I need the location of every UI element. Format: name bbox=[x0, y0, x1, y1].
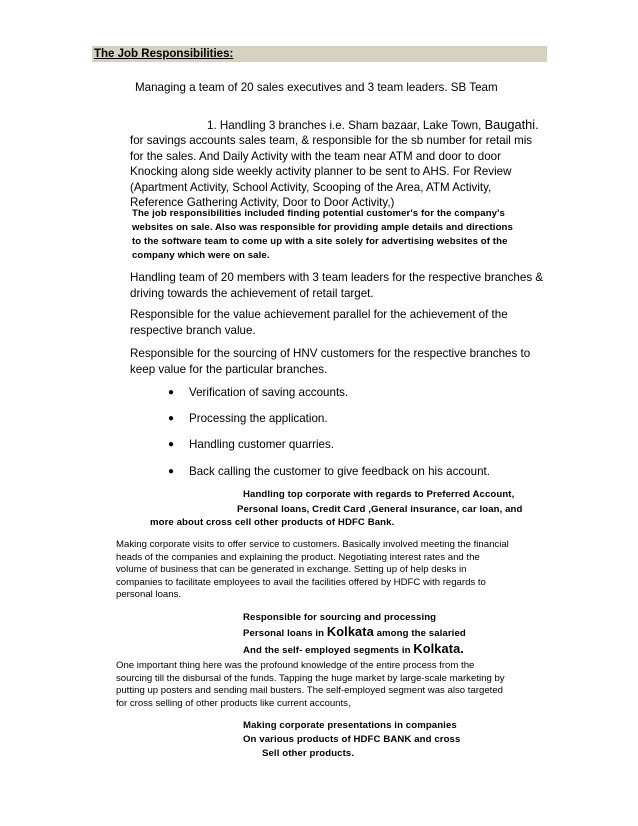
corporate-visits-paragraph bbox=[116, 539, 546, 602]
section-heading-bar bbox=[92, 46, 547, 62]
intro-line: Managing a team of 20 sales executives and 3 team leaders. SB Team bbox=[135, 81, 498, 94]
bold-line: websites on sale. Also was responsible for providing ample details and directions bbox=[132, 222, 513, 233]
handling-team-line: Handling team of 20 members with 3 team leaders for the respective branches & bbox=[130, 271, 544, 284]
bullet-item bbox=[168, 411, 548, 427]
corporate-line: Handling top corporate with regards to Preferred Account, bbox=[243, 489, 515, 500]
sourcing-line: Responsible for sourcing and processing bbox=[243, 612, 437, 623]
bullet-dot-icon: ● bbox=[168, 387, 175, 398]
presentations-line: Making corporate presentations in companies bbox=[243, 720, 457, 731]
value-achievement-paragraph bbox=[130, 307, 508, 338]
important-line: One important thing here was the profound knowledge of the entire process from the bbox=[116, 660, 475, 671]
bullet-dot-icon: ● bbox=[168, 413, 175, 424]
bullet-dot-icon: ● bbox=[168, 466, 175, 477]
sourcing-line bbox=[243, 642, 466, 658]
visits-line: volume of business that can be generated in exchange. Setting up of help desks in bbox=[116, 564, 467, 575]
visits-line: Making corporate visits to offer service to customers. Basically involved meeting the financial bbox=[116, 539, 509, 550]
kolkata-city: Kolkata bbox=[326, 624, 374, 639]
bullet-text: Verification of saving accounts. bbox=[189, 386, 349, 399]
savings-paragraph bbox=[130, 133, 550, 211]
bold-line: to the software team to come up with a site solely for advertising websites of the bbox=[132, 236, 508, 247]
visits-line: companies to facilitate employees to avail the facilities offered by HDFC with regards to bbox=[116, 576, 486, 588]
bold-line: The job responsibilities included finding potential customer's for the company's bbox=[132, 208, 505, 219]
visits-line: heads of the companies and explaining the product. Negotiating interest rates and the bbox=[116, 551, 480, 563]
hnv-line: Responsible for the sourcing of HNV customers for the respective branches to bbox=[130, 347, 531, 360]
corporate-line: Personal loans, Credit Card ,General insurance, car loan, and bbox=[237, 504, 523, 515]
bullet-item bbox=[168, 385, 548, 401]
section-heading: The Job Responsibilities: bbox=[94, 48, 234, 60]
job-responsibilities-bold-paragraph bbox=[132, 207, 546, 263]
bullet-text: Processing the application. bbox=[189, 412, 328, 425]
savings-line: (Apartment Activity, School Activity, Scooping of the Area, ATM Activity, bbox=[130, 180, 492, 194]
presentations-line: On various products of HDFC BANK and cross bbox=[243, 734, 461, 745]
sourcing-text: among the salaried bbox=[373, 628, 466, 639]
important-line: sourcing till the disbursal of the funds. Tapping the huge market by large-scale marketing by bbox=[116, 672, 505, 684]
handling-branches-line bbox=[207, 117, 539, 134]
one-important-paragraph bbox=[116, 660, 546, 710]
presentations-line: Sell other products. bbox=[262, 748, 355, 759]
bullet-dot-icon: ● bbox=[168, 439, 175, 450]
kolkata-city: Kolkata. bbox=[413, 641, 464, 656]
savings-line: Knocking along side weekly activity planner to be sent to AHS. For Review bbox=[130, 165, 512, 178]
bullet-item bbox=[168, 437, 548, 453]
savings-line: Reference Gathering Activity, Door to Door Activity,) bbox=[130, 196, 395, 209]
bullet-text: Handling customer quarries. bbox=[189, 438, 334, 451]
sourcing-line bbox=[243, 625, 466, 641]
handling-branches-text: 1. Handling 3 branches i.e. Sham bazaar, Lake Town, bbox=[207, 119, 482, 132]
important-line: for cross selling of other products like current accounts, bbox=[116, 697, 351, 709]
important-line: putting up posters and sending mail busters. The self-employed segment was also targeted bbox=[116, 685, 503, 696]
handling-team-paragraph bbox=[130, 270, 543, 301]
savings-line: for the sales. And Daily Activity with the team near ATM and door to door bbox=[130, 149, 501, 163]
savings-line: for savings accounts sales team, & responsible for the sb number for retail mis bbox=[130, 134, 533, 147]
sourcing-text: Personal loans in bbox=[243, 628, 327, 639]
sourcing-text: And the self- employed segments in bbox=[243, 645, 414, 656]
value-line: Responsible for the value achievement parallel for the achievement of the bbox=[130, 308, 508, 321]
sourcing-block bbox=[243, 611, 466, 658]
value-line: respective branch value. bbox=[130, 323, 256, 337]
handling-team-line: driving towards the achievement of retail target. bbox=[130, 286, 374, 300]
bullet-item bbox=[168, 464, 548, 480]
bold-line: company which were on sale. bbox=[132, 250, 270, 261]
corporate-line: more about cross cell other products of HDFC Bank. bbox=[150, 517, 395, 528]
visits-line: personal loans. bbox=[116, 589, 182, 600]
bullet-text: Back calling the customer to give feedback on his account. bbox=[189, 465, 490, 478]
handling-branches-place: Baugathi. bbox=[484, 117, 539, 132]
hnv-paragraph bbox=[130, 346, 530, 377]
hnv-line: keep value for the particular branches. bbox=[130, 362, 328, 376]
